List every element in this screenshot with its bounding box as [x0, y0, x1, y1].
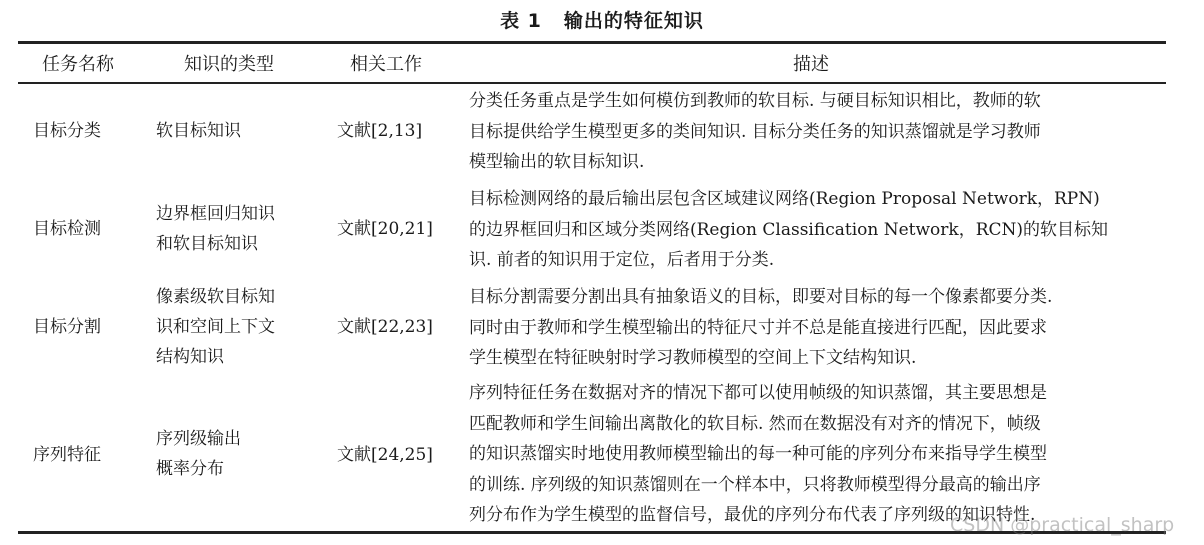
row-knowledge-type	[156, 424, 241, 484]
description-line: 学生模型在特征映射时学习教师模型的空间上下文结构知识.	[469, 348, 917, 368]
row-description	[469, 378, 1159, 531]
description-line: 同时由于教师和学生模型输出的特征尺寸并不总是能直接进行匹配，因此要求	[469, 317, 1047, 338]
row-task-name: 目标分割	[33, 317, 101, 337]
description-line: 分类任务重点是学生如何模仿到教师的软目标. 与硬目标知识相比，教师的软	[469, 91, 1041, 111]
description-line: 的边界框回归和区域分类网络(Region Classification Network，RCN)的软目标知	[469, 219, 1109, 240]
header-description: 描述	[793, 54, 829, 75]
row-related-work: 文献[2,13]	[337, 121, 423, 141]
table-caption	[0, 9, 1204, 33]
row-description	[469, 86, 1159, 178]
table-title: 输出的特征知识	[563, 10, 704, 32]
row-related-work: 文献[22,23]	[337, 317, 433, 337]
description-line: 序列特征任务在数据对齐的情况下都可以使用帧级的知识蒸馏，其主要思想是	[469, 383, 1047, 403]
row-knowledge-type	[156, 282, 275, 372]
row-related-work: 文献[24,25]	[337, 445, 433, 465]
knowledge-line: 软目标知识	[156, 121, 241, 141]
description-line: 目标检测网络的最后输出层包含区域建议网络(Region Proposal Network，RPN)	[469, 189, 1100, 209]
table-number: 表 1	[500, 10, 542, 32]
row-description	[469, 184, 1159, 276]
watermark: CSDN @practical_sharp	[950, 514, 1175, 536]
knowledge-line: 边界框回归知识	[156, 204, 275, 224]
header-related-work: 相关工作	[350, 54, 422, 75]
header-task-name: 任务名称	[42, 54, 114, 75]
knowledge-line: 像素级软目标知	[156, 287, 275, 307]
description-line: 的知识蒸馏实时地使用教师模型输出的每一种可能的序列分布来指导学生模型	[469, 444, 1047, 464]
knowledge-line: 结构知识	[156, 347, 224, 367]
description-line: 目标分割需要分割出具有抽象语义的目标，即要对目标的每一个像素都要分类.	[469, 287, 1053, 307]
top-rule	[18, 41, 1166, 44]
row-task-name: 目标检测	[33, 219, 101, 239]
row-knowledge-type	[156, 199, 275, 259]
row-related-work: 文献[20,21]	[337, 219, 433, 239]
knowledge-line: 序列级输出	[156, 429, 241, 449]
row-task-name: 序列特征	[33, 445, 101, 465]
description-line: 列分布作为学生模型的监督信号，最优的序列分布代表了序列级的知识特性.	[469, 505, 1036, 525]
row-knowledge-type	[156, 116, 241, 146]
knowledge-line: 识和空间上下文	[156, 317, 275, 337]
description-line: 模型输出的软目标知识.	[469, 152, 645, 172]
knowledge-line: 概率分布	[156, 459, 224, 479]
description-line: 识. 前者的知识用于定位，后者用于分类.	[469, 250, 775, 270]
header-rule	[18, 82, 1166, 84]
row-description	[469, 282, 1159, 374]
description-line: 匹配教师和学生间输出离散化的软目标. 然而在数据没有对齐的情况下，帧级	[469, 413, 1041, 434]
description-line: 的训练. 序列级的知识蒸馏则在一个样本中，只将教师模型得分最高的输出序	[469, 474, 1041, 495]
row-task-name: 目标分类	[33, 121, 101, 141]
knowledge-line: 和软目标知识	[156, 234, 258, 254]
description-line: 目标提供给学生模型更多的类间知识. 目标分类任务的知识蒸馏就是学习教师	[469, 121, 1041, 142]
header-knowledge-type: 知识的类型	[184, 54, 274, 75]
